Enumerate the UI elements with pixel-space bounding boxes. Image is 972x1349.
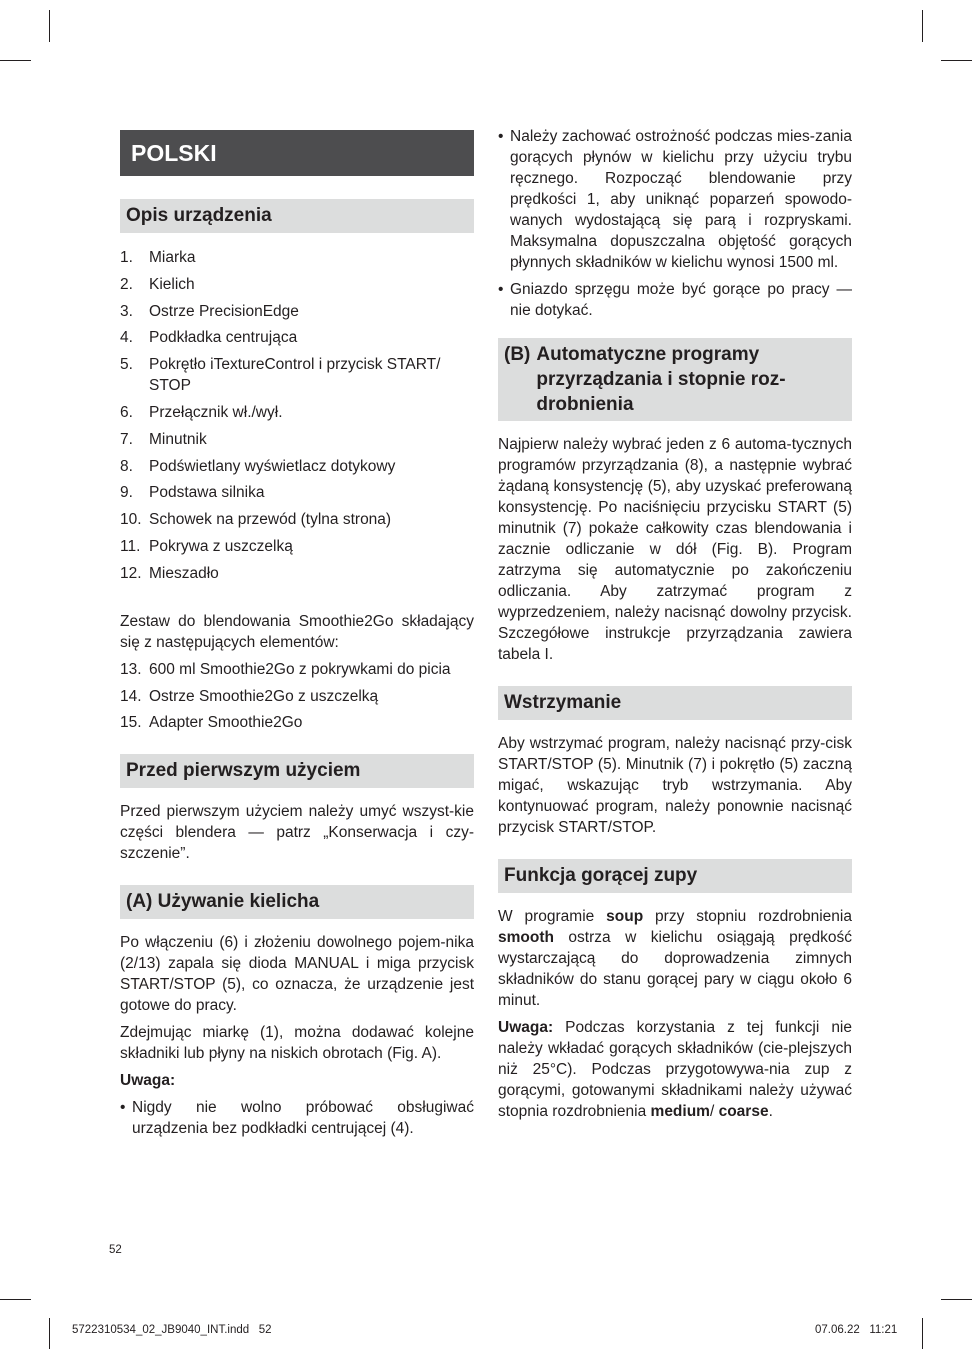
zestaw-intro: Zestaw do blendowania Smoothie2Go składający się z następujących elementów:	[120, 612, 474, 651]
section-heading-opis: Opis urządzenia	[120, 199, 474, 233]
list-item	[120, 247, 474, 268]
slug-date-info: 07.06.22 11:21	[815, 1324, 898, 1336]
left-column	[120, 130, 474, 1145]
list-item-text: Mieszadło	[149, 564, 219, 582]
right-column	[498, 126, 852, 1122]
list-item-number: 7.	[120, 430, 133, 448]
section-heading-przed: Przed pierwszym użyciem	[120, 754, 474, 788]
crop-mark-bottom-right-v	[922, 1318, 923, 1349]
bullet-text: Nigdy nie wolno próbować obsługiwać urządzenia bez podkładki centrującej (4).	[132, 1099, 474, 1138]
list-item	[120, 301, 474, 322]
b-text: Najpierw należy wybrać jeden z 6 automa-tycznych programów przyrządzania (8), a następnie wybrać żądaną konsystencję (5), aby uzyskać preferowaną konsystencję. Po naciśnięciu przycisku START (5) minutnik (7) pokaże całkowity czas blendowania i zacznie odliczanie w dół (Fig. B). Program zatrzyma się automatycznie po zakończeniu odliczania. Aby zatrzymać program z wyprzedzeniem, należy nacisnąć dowolny przycisk. Szczegółowe instrukcje przyrządzania zawiera tabela I.	[498, 436, 852, 663]
crop-mark-top-right-h	[941, 60, 972, 61]
list-item-text: Schowek na przewód (tylna strona)	[149, 511, 392, 529]
list-item-text: Podświetlany wyświetlacz dotykowy	[149, 457, 396, 475]
list-item-number: 10.	[120, 511, 142, 529]
bullet-text: Gniazdo sprzęgu może być gorące po pracy — nie dotykać.	[510, 281, 852, 319]
wstrzymanie-text: Aby wstrzymać program, należy nacisnąć przy-cisk START/STOP (5). Minutnik (7) i pokrętło (5) zaczną migać, wskazując tryb wstrzymania. Aby kontynuować program, należy ponownie nacisnąć przycisk START/STOP.	[498, 735, 852, 836]
list-item	[120, 659, 474, 680]
bullet-dot-icon: •	[120, 1099, 126, 1117]
list-item-text: Kielich	[149, 275, 195, 293]
list-item-number: 2.	[120, 275, 133, 293]
list-item	[120, 482, 474, 503]
list-item-text: Pokrętło iTextureControl i przycisk START/ STOP	[149, 356, 441, 395]
a-paragraph-1: Po włączeniu (6) i złożeniu dowolnego pojem-nika (2/13) zapala się dioda MANUAL i miga przycisk START/STOP (5), co oznacza, że urządzenie jest gotowe do pracy.	[120, 934, 474, 1015]
list-item	[120, 402, 474, 423]
list-item-text: Przełącznik wł./wył.	[149, 403, 283, 421]
bullet-dot-icon: •	[498, 128, 504, 145]
smoothie-set-list	[120, 659, 474, 734]
crop-mark-bottom-right-h	[941, 1299, 972, 1300]
list-item	[120, 456, 474, 477]
list-item	[120, 429, 474, 450]
list-item-number: 12.	[120, 564, 142, 582]
list-item-text: Pokrywa z uszczelką	[149, 537, 293, 555]
safety-bullets	[498, 126, 852, 321]
bullet-text: Należy zachować ostrożność podczas mies-zania gorących płynów w kielichu przy użyciu trybu ręcznego. Rozpocząć blendowanie przy prędkości 1, aby uniknąć poparzeń spowodo-wanych wydostającą się parą i rozpryskami. Maksymalna dopuszczalna objętość gorących płynnych składników w kielichu wynosi 1500 ml.	[510, 128, 852, 271]
list-item	[120, 712, 474, 733]
list-item-text: Miarka	[149, 249, 196, 266]
list-item-text: Ostrze PrecisionEdge	[149, 302, 299, 320]
bullet-dot-icon: •	[498, 281, 504, 298]
list-item-text: Ostrze Smoothie2Go z uszczelką	[149, 687, 379, 705]
section-heading-wstrzymanie: Wstrzymanie	[498, 686, 852, 720]
list-item-number: 4.	[120, 329, 133, 347]
list-item-text: Adapter Smoothie2Go	[149, 714, 303, 732]
bullet-item	[120, 1097, 474, 1139]
bullet-item	[498, 126, 852, 273]
list-item	[120, 327, 474, 348]
section-heading-a: (A) Używanie kielicha	[120, 885, 474, 919]
a-paragraph-2: Zdejmując miarkę (1), można dodawać kolejne składniki lub płyny na niskich obrotach (Fig. A).	[120, 1024, 474, 1063]
list-item-number: 15.	[120, 714, 142, 732]
bullet-item	[498, 279, 852, 321]
crop-mark-top-left-v	[49, 10, 50, 42]
list-item-text: Podkładka centrująca	[149, 329, 298, 347]
a-note-bullets	[120, 1097, 474, 1139]
list-item-number: 5.	[120, 356, 133, 374]
list-item-number: 6.	[120, 403, 133, 421]
list-item	[120, 274, 474, 295]
list-item	[120, 354, 474, 396]
crop-mark-top-right-v	[922, 10, 923, 42]
crop-mark-bottom-left-v	[49, 1318, 50, 1349]
page-number: 52	[109, 1244, 122, 1256]
list-item-text: Minutnik	[149, 430, 207, 448]
list-item-number: 13.	[120, 660, 142, 678]
crop-mark-top-left-h	[0, 60, 31, 61]
list-item-number: 14.	[120, 687, 142, 705]
list-item-number: 1.	[120, 249, 133, 266]
a-note-label: Uwaga:	[120, 1072, 176, 1090]
list-item	[120, 563, 474, 584]
soup-paragraph-1: W programie soup przy stopniu rozdrobnienia smooth ostrza w kielichu osiągają prędkość wystarczającą do doprowadzenia zimnych składników do stanu gorącej pary w ciągu około 6 minut.	[498, 908, 852, 1009]
slug-file-info: 5722310534_02_JB9040_INT.indd 52	[72, 1324, 272, 1336]
list-item	[120, 509, 474, 530]
list-item-number: 3.	[120, 302, 133, 320]
crop-mark-bottom-left-h	[0, 1299, 31, 1300]
list-item-number: 11.	[120, 537, 141, 555]
section-heading-soup: Funkcja gorącej zupy	[498, 859, 852, 893]
section-b-prefix: (B)	[504, 344, 531, 365]
list-item-text: 600 ml Smoothie2Go z pokrywkami do picia	[149, 660, 451, 678]
list-item-text: Podstawa silnika	[149, 484, 265, 502]
list-item-number: 8.	[120, 457, 133, 475]
przed-text: Przed pierwszym użyciem należy umyć wszyst-kie części blendera — patrz „Konserwacja i czy-szczenie”.	[120, 803, 474, 863]
section-b-title: Automatyczne programy przyrządzania i stopnie roz-drobnienia	[536, 344, 786, 415]
parts-list	[120, 247, 474, 584]
section-heading-b	[498, 338, 852, 421]
list-item	[120, 686, 474, 707]
soup-paragraph-2: Uwaga: Podczas korzystania z tej funkcji nie należy wkładać gorących składników (cie-plejszych niż 25°C). Podczas przygotowywa-nia zup z gorącymi, gotowanymi składnikami należy używać stopnia rozdrobnienia medium/ coarse.	[498, 1019, 852, 1120]
list-item	[120, 536, 474, 557]
list-item-number: 9.	[120, 484, 133, 502]
language-heading: POLSKI	[120, 130, 474, 176]
